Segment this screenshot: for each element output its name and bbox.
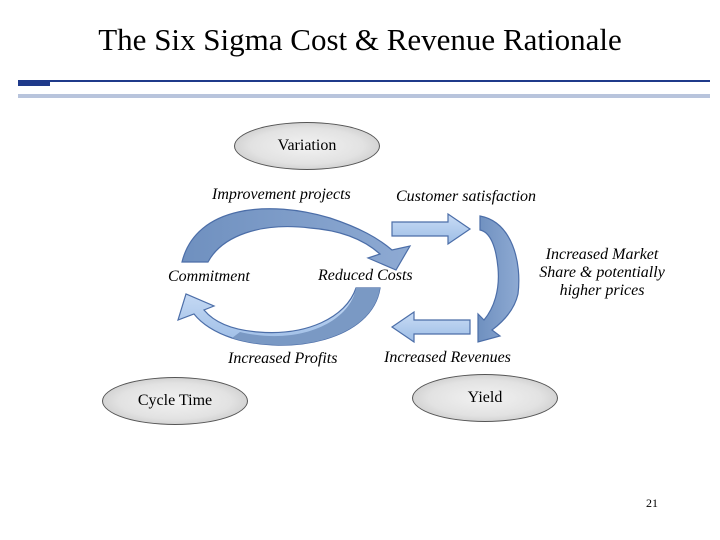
increased-market-share-line1: Increased Market (545, 246, 659, 263)
cycle-time-oval (102, 377, 248, 425)
increased-revenues-label: Increased Revenues (384, 349, 511, 366)
page-number: 21 (646, 496, 658, 510)
customer-satisfaction-label: Customer satisfaction (396, 188, 537, 205)
arrow-from-revenues (392, 312, 470, 342)
variation-label: Variation (277, 137, 337, 154)
cycle-arrow-top (182, 209, 410, 270)
increased-profits-label: Increased Profits (228, 350, 338, 367)
commitment-label: Commitment (168, 268, 250, 285)
cycle-time-label: Cycle Time (137, 392, 213, 409)
arrow-to-market-share (392, 214, 470, 244)
page-title: The Six Sigma Cost & Revenue Rationale (98, 22, 622, 57)
cycle-arrow-bottom-shade (232, 288, 380, 345)
increased-market-share-line2: Share & potentially (539, 264, 665, 281)
variation-oval (234, 122, 380, 170)
yield-label: Yield (467, 389, 503, 406)
increased-market-share-line3: higher prices (559, 282, 645, 299)
yield-oval (412, 374, 558, 422)
increased-market-share-label (520, 246, 684, 300)
improvement-projects-label: Improvement projects (212, 186, 351, 203)
reduced-costs-label: Reduced Costs (318, 267, 413, 284)
arrow-market-share-curve (478, 216, 519, 342)
